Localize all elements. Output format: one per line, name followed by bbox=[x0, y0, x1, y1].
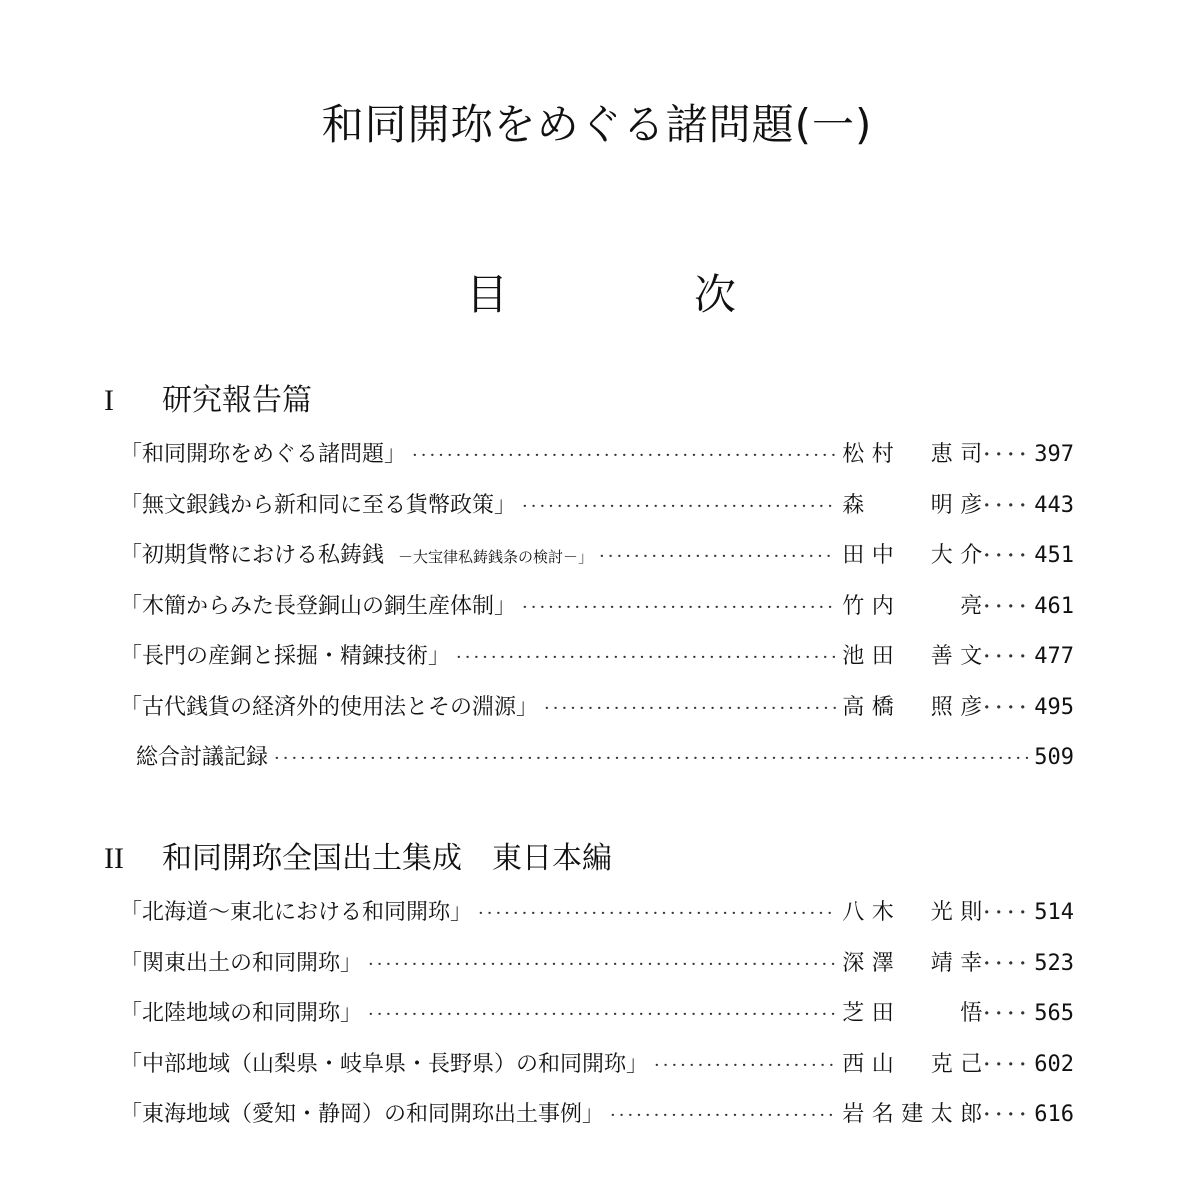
leader-dots bbox=[610, 1091, 836, 1142]
leader-dots bbox=[654, 1041, 836, 1092]
leader-dots bbox=[982, 684, 1034, 735]
toc-entry[interactable] bbox=[104, 939, 1074, 990]
entry-title bbox=[104, 531, 593, 583]
leader-dots bbox=[412, 431, 836, 482]
entry-title: 「北海道～東北における和同開珎」 bbox=[120, 900, 473, 925]
entry-author: 森 明彦 bbox=[842, 492, 983, 518]
toc-entry[interactable] bbox=[104, 531, 1074, 582]
leader-dots bbox=[982, 1041, 1034, 1092]
entry-page: 461 bbox=[1034, 593, 1074, 619]
entry-title: 「中部地域（山梨県・岐阜県・長野県）の和同開珎」 bbox=[120, 1051, 649, 1077]
section-heading bbox=[104, 376, 1084, 426]
entry-title: 「東海地域（愛知・静岡）の和同開珎出土事例」 bbox=[120, 1102, 605, 1127]
entry-author: 竹内 亮 bbox=[842, 593, 983, 619]
entry-title-main: 「初期貨幣における私鋳銭 bbox=[120, 543, 385, 568]
entry-title: 「和同開珎をめぐる諸問題」 bbox=[120, 442, 407, 467]
entry-page: 509 bbox=[1034, 745, 1074, 770]
leader-dots bbox=[982, 482, 1034, 533]
leader-dots bbox=[982, 940, 1034, 991]
entry-author: 岩名建太郎 bbox=[842, 1102, 983, 1127]
entry-page: 477 bbox=[1034, 644, 1074, 669]
leader-dots bbox=[599, 532, 836, 583]
entry-author: 深澤 靖幸 bbox=[842, 950, 983, 976]
leader-dots bbox=[982, 532, 1034, 583]
leader-dots bbox=[982, 583, 1034, 634]
entry-author: 松村 恵司 bbox=[842, 442, 983, 467]
leader-dots bbox=[982, 1091, 1034, 1142]
entry-author: 西山 克己 bbox=[842, 1051, 983, 1077]
leader-dots bbox=[982, 889, 1034, 940]
toc-entry[interactable] bbox=[104, 1090, 1074, 1141]
leader-dots bbox=[982, 633, 1034, 684]
page-title: 和同開珎をめぐる諸問題(一) bbox=[321, 100, 873, 149]
entry-author: 高橋 照彦 bbox=[842, 694, 983, 720]
entry-page: 523 bbox=[1034, 950, 1074, 976]
leader-dots bbox=[522, 482, 836, 533]
entry-page: 616 bbox=[1034, 1102, 1074, 1127]
section-heading bbox=[104, 834, 1084, 884]
toc-entry[interactable] bbox=[104, 989, 1074, 1040]
toc-entry[interactable] bbox=[104, 733, 1074, 784]
leader-dots bbox=[982, 431, 1034, 482]
leader-dots bbox=[368, 940, 836, 991]
entry-author: 田中 大介 bbox=[842, 543, 983, 568]
entry-title: 「無文銀銭から新和同に至る貨幣政策」 bbox=[120, 492, 517, 518]
section-number: I bbox=[104, 384, 114, 417]
entry-title: 「長門の産銅と採掘・精錬技術」 bbox=[120, 644, 451, 669]
entry-title: 「木簡からみた長登銅山の銅生産体制」 bbox=[120, 593, 517, 619]
toc-heading-char-2: 次 bbox=[694, 270, 737, 319]
entry-page: 495 bbox=[1034, 694, 1074, 720]
toc-heading-char-1: 目 bbox=[466, 270, 509, 319]
entry-page: 397 bbox=[1034, 442, 1074, 467]
entry-author: 芝田 悟 bbox=[842, 1001, 983, 1026]
leader-dots bbox=[544, 684, 836, 735]
toc-entry[interactable] bbox=[104, 430, 1074, 481]
entry-page: 514 bbox=[1034, 900, 1074, 925]
toc-heading bbox=[0, 262, 1194, 322]
leader-dots bbox=[478, 889, 836, 940]
leader-dots bbox=[982, 990, 1034, 1041]
entry-title: 「古代銭貨の経済外的使用法とその淵源」 bbox=[120, 694, 539, 720]
leader-dots bbox=[522, 583, 836, 634]
entry-subtitle: －大宝律私鋳銭条の検討－」 bbox=[398, 548, 594, 566]
toc-entry[interactable] bbox=[104, 683, 1074, 734]
section-title: 研究報告篇 bbox=[162, 383, 312, 418]
entry-page: 443 bbox=[1034, 492, 1074, 518]
entry-author: 池田 善文 bbox=[842, 644, 983, 669]
entry-page: 451 bbox=[1034, 543, 1074, 568]
toc-entry[interactable] bbox=[104, 481, 1074, 532]
toc-entry[interactable] bbox=[104, 632, 1074, 683]
entry-title: 「関東出土の和同開珎」 bbox=[120, 950, 363, 976]
entry-title: 総合討議記録 bbox=[136, 745, 269, 770]
section-title: 和同開珎全国出土集成 東日本編 bbox=[162, 841, 612, 876]
leader-dots bbox=[368, 990, 836, 1041]
entry-page: 602 bbox=[1034, 1051, 1074, 1077]
leader-dots bbox=[456, 633, 836, 684]
leader-dots bbox=[274, 734, 1028, 785]
section-number: II bbox=[104, 842, 124, 875]
section-1 bbox=[104, 376, 1084, 784]
entry-author: 八木 光則 bbox=[842, 900, 983, 925]
entry-title: 「北陸地域の和同開珎」 bbox=[120, 1001, 363, 1026]
section-2 bbox=[104, 834, 1084, 1141]
toc-entry[interactable] bbox=[104, 1040, 1074, 1091]
entry-page: 565 bbox=[1034, 1001, 1074, 1026]
toc-entry[interactable] bbox=[104, 582, 1074, 633]
toc-entry[interactable] bbox=[104, 888, 1074, 939]
